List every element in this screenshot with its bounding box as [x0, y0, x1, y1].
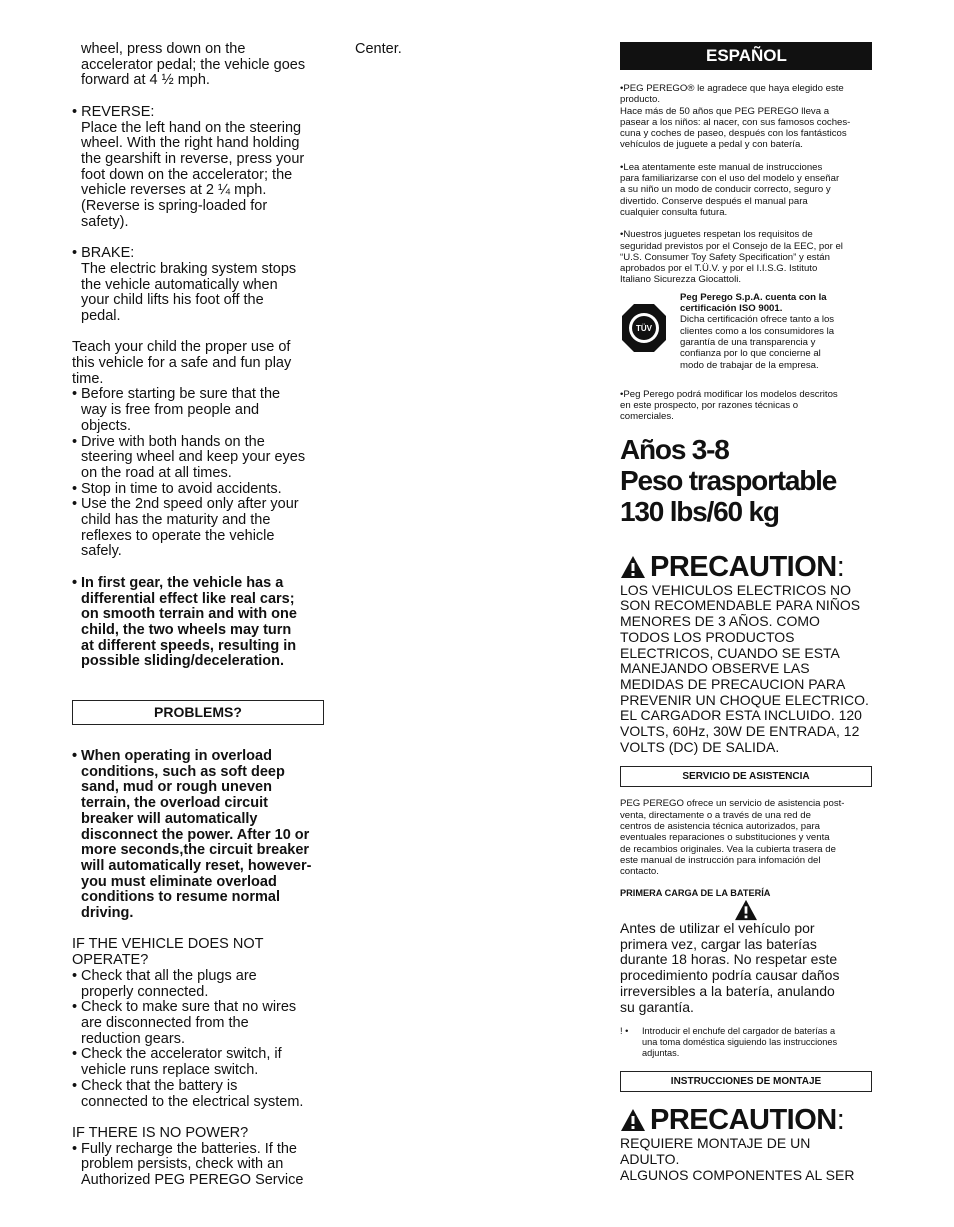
- text-line: • Use the 2nd speed only after your: [81, 496, 299, 513]
- text-line: on the road at all times.: [81, 464, 232, 481]
- text-line: EL CARGADOR ESTA INCLUIDO. 120: [620, 707, 862, 724]
- text-line: procedimiento podría causar daños: [620, 967, 840, 984]
- text-line: child has the maturity and the: [81, 512, 271, 529]
- text-line: IF THE VEHICLE DOES NOT: [72, 936, 264, 953]
- text-line: wheel. With the right hand holding: [81, 135, 300, 152]
- text-line: more seconds,the circuit breaker: [81, 842, 310, 859]
- text-line: Teach your child the proper use of: [72, 339, 291, 356]
- text-line: connected to the electrical system.: [81, 1093, 304, 1110]
- iso-certification: [620, 292, 872, 371]
- continued-column: [355, 42, 505, 58]
- text-line: ALGUNOS COMPONENTES AL SER: [620, 1166, 855, 1183]
- bullet-item: [72, 387, 324, 434]
- text-line: time.: [72, 370, 104, 387]
- age-range: Años 3-8: [620, 433, 729, 465]
- text-line: the vehicle automatically when: [81, 276, 278, 293]
- bullet-item: [72, 435, 324, 482]
- text-line: TODOS LOS PRODUCTOS: [620, 628, 795, 645]
- text-line: Hace más de 50 años que PEG PEREGO lleva a: [620, 105, 830, 117]
- text-line: para familiarizarse con el uso del modelo y enseñar: [620, 173, 840, 185]
- text-line: ELECTRICOS, CUANDO SE ESTA: [620, 644, 840, 661]
- text-line: MENORES DE 3 AÑOS. COMO: [620, 613, 820, 630]
- text-line: conditions to resume normal: [81, 889, 280, 906]
- warning-triangle-icon: [620, 555, 646, 579]
- text-line: driving.: [81, 905, 134, 922]
- text-line: clientes como a los consumidores la: [680, 325, 835, 337]
- text-line: Antes de utilizar el vehículo por: [620, 919, 815, 936]
- text-line: VOLTS (DC) DE SALIDA.: [620, 738, 780, 755]
- text-line: on smooth terrain and with one: [81, 606, 297, 623]
- brake-text: [72, 262, 324, 325]
- text-line: OPERATE?: [72, 952, 149, 969]
- text-line: divertido. Conserve después el manual para: [620, 195, 808, 207]
- text-line: • When operating in overload: [81, 748, 272, 765]
- text-line: properly connected.: [81, 983, 209, 1000]
- text-line: will automatically reset, however-: [81, 857, 312, 874]
- weight-label: Peso trasportable: [620, 464, 837, 496]
- text-line: eventuales reparaciones o substituciones y venta: [620, 832, 830, 844]
- text-line: Italiano Sicurezza Giocattoli.: [620, 274, 742, 286]
- text-line: irreversibles a la batería, anulando: [620, 982, 835, 999]
- text-line: “U.S. Consumer Toy Safety Specification” y están: [620, 251, 830, 263]
- bullet-item: [72, 1079, 324, 1110]
- text-line: aprobados por el T.Ü.V. y por el I.I.S.G. Istituto: [620, 263, 818, 275]
- reverse-heading: • REVERSE:: [72, 103, 155, 120]
- text-line: (Reverse is spring-loaded for: [81, 198, 268, 215]
- weight-value: 130 lbs/60 kg: [620, 495, 779, 527]
- text-line: PEG PEREGO ofrece un servicio de asistencia post-: [620, 798, 845, 810]
- text-line: • Check to make sure that no wires: [81, 999, 297, 1016]
- text-line: SON RECOMENDABLE PARA NIÑOS: [620, 597, 861, 614]
- precaution-heading-2: [620, 1104, 872, 1136]
- text-line: the gearshift in reverse, press your: [81, 150, 305, 167]
- text-line: disconnect the power. After 10 or: [81, 826, 310, 843]
- precaution-colon: :: [836, 550, 845, 583]
- text-line: accelerator pedal; the vehicle goes: [81, 56, 306, 73]
- text-line: at different speeds, resulting in: [81, 637, 297, 654]
- text-line: differential effect like real cars;: [81, 590, 295, 607]
- modify-paragraph: [620, 389, 872, 423]
- not-operate-heading: [72, 937, 324, 968]
- text-line: MANEJANDO OBSERVE LAS: [620, 660, 810, 677]
- forward-continued: [72, 42, 324, 89]
- text-line: primera vez, cargar las baterías: [620, 935, 817, 952]
- text-line: LOS VEHICULOS ELECTRICOS NO: [620, 581, 852, 598]
- read-manual-paragraph: [620, 162, 872, 218]
- text-line: seguridad previstos por el Consejo de la EEC, por el: [620, 240, 843, 252]
- warning-triangle-icon: [733, 899, 759, 921]
- text-line: su garantía.: [620, 998, 694, 1015]
- text-line: pasear a los niños: al nacer, con sus famosos coches-: [620, 116, 851, 128]
- text-line: way is free from people and: [81, 402, 260, 419]
- bullet-item: [72, 969, 324, 1000]
- text-line: garantía de una transparencia y: [680, 336, 816, 348]
- text-line: cualquier consulta futura.: [620, 206, 728, 218]
- assembly-heading: INSTRUCCIONES DE MONTAJE: [620, 1071, 872, 1092]
- text-line: modo de trabajar de la empresa.: [680, 359, 819, 371]
- service-heading: SERVICIO DE ASISTENCIA: [620, 766, 872, 787]
- text-line: venta, directamente o a través de una red de: [620, 809, 811, 821]
- precaution-heading: [620, 551, 872, 583]
- age-weight-block: [620, 434, 872, 527]
- note-marker: ! •: [620, 1025, 629, 1036]
- text-line: are disconnected from the: [81, 1015, 249, 1031]
- text-line: safely.: [81, 543, 122, 560]
- text-line: vehicle reverses at 2 ¼ mph.: [81, 182, 267, 199]
- bullet-item: [72, 1142, 324, 1189]
- bullet-item: [72, 497, 324, 560]
- teach-paragraph: [72, 340, 324, 387]
- electric-warning: [620, 583, 872, 756]
- reverse-text: [72, 121, 324, 231]
- overload-warning: [72, 749, 324, 922]
- assembly-warning: [620, 1136, 872, 1183]
- iso-text: [680, 292, 834, 371]
- battery-heading: PRIMERA CARGA DE LA BATERÍA: [620, 887, 771, 898]
- text-line: you must eliminate overload: [81, 873, 277, 890]
- text-line: problem persists, check with an: [81, 1156, 284, 1173]
- text-line: Peg Perego S.p.A. cuenta con la: [680, 291, 827, 303]
- text-line: • Fully recharge the batteries. If the: [81, 1140, 297, 1157]
- text-line: durante 18 horas. No respetar este: [620, 951, 838, 968]
- text-line: vehículos de juguete a pedal y con batería.: [620, 139, 803, 151]
- text-line: cuna y coches de paseo, después con los fantásticos: [620, 128, 847, 140]
- text-line: steering wheel and keep your eyes: [81, 449, 306, 466]
- text-line: de recambios originales. Vea la cubierta trasera de: [620, 843, 836, 855]
- text-line: reduction gears.: [81, 1030, 185, 1047]
- text-line: conditions, such as soft deep: [81, 763, 285, 780]
- precaution-label: PRECAUTION: [650, 1104, 837, 1137]
- text-line: producto.: [620, 94, 661, 106]
- service-paragraph: [620, 798, 872, 877]
- text-line: confianza por lo que concierne al: [680, 348, 821, 360]
- battery-paragraph: [620, 921, 872, 1016]
- text-line: objects.: [81, 417, 131, 434]
- text-line: •Peg Perego podrá modificar los modelos descritos: [620, 388, 838, 400]
- text-line: your child lifts his foot off the: [81, 292, 264, 309]
- text-line: • In first gear, the vehicle has a: [81, 574, 284, 591]
- text-line: contacto.: [620, 866, 659, 878]
- text-line: safety).: [81, 213, 129, 230]
- text-line: a su niño un modo de conducir correcto, seguro y: [620, 184, 831, 196]
- text-line: certificación ISO 9001.: [680, 303, 783, 315]
- text-line: •Lea atentamente este manual de instrucciones: [620, 161, 823, 173]
- text-line: wheel, press down on the: [81, 41, 246, 57]
- text-line: en este prospecto, por razones técnicas o: [620, 400, 799, 412]
- continued-text: Center.: [355, 41, 402, 57]
- text-line: centros de asistencia técnica autorizados, para: [620, 821, 820, 833]
- text-line: • Before starting be sure that the: [81, 386, 281, 403]
- text-line: •Nuestros juguetes respetan los requisitos de: [620, 229, 813, 241]
- thanks-paragraph: [620, 83, 872, 151]
- text-line: child, the two wheels may turn: [81, 621, 292, 638]
- text-line: •PEG PEREGO® le agradece que haya elegido este: [620, 83, 844, 94]
- bullet-item: [72, 1000, 324, 1047]
- text-line: • Stop in time to avoid accidents.: [81, 480, 282, 497]
- text-line: adjuntas.: [642, 1047, 680, 1058]
- no-power-heading: IF THERE IS NO POWER?: [72, 1124, 249, 1141]
- precaution-colon: :: [836, 1104, 845, 1137]
- text-line: vehicle runs replace switch.: [81, 1062, 259, 1079]
- text-line: terrain, the overload circuit: [81, 795, 268, 812]
- precaution-label: PRECAUTION: [650, 550, 837, 583]
- text-line: • Check the accelerator switch, if: [81, 1046, 282, 1063]
- text-line: breaker will automatically: [81, 810, 258, 827]
- spanish-column: [620, 42, 872, 1183]
- note-text: [642, 1026, 837, 1060]
- tuv-certification-logo: [620, 302, 668, 354]
- text-line: Authorized PEG PEREGO Service: [81, 1172, 304, 1189]
- text-line: this vehicle for a safe and fun play: [72, 355, 292, 372]
- text-line: PREVENIR UN CHOQUE ELECTRICO.: [620, 691, 869, 708]
- text-line: possible sliding/deceleration.: [81, 653, 285, 670]
- gear-warning: [72, 576, 324, 670]
- english-column: [72, 42, 324, 1189]
- text-line: reflexes to operate the vehicle: [81, 527, 275, 544]
- battery-warning: [620, 899, 872, 921]
- text-line: foot down on the accelerator; the: [81, 166, 293, 183]
- text-line: forward at 4 ½ mph.: [81, 72, 210, 89]
- bullet-item: [72, 1047, 324, 1078]
- text-line: Place the left hand on the steering: [81, 119, 302, 136]
- text-line: The electric braking system stops: [81, 260, 297, 277]
- text-line: Dicha certificación ofrece tanto a los: [680, 314, 835, 326]
- language-header: ESPAÑOL: [620, 42, 872, 70]
- bullet-item: [72, 482, 324, 498]
- brake-heading: • BRAKE:: [72, 245, 135, 262]
- text-line: Introducir el enchufe del cargador de baterías a: [642, 1025, 836, 1036]
- text-line: VOLTS, 60Hz, 30W DE ENTRADA, 12: [620, 723, 860, 740]
- tuv-logo-text: TÜV: [636, 323, 652, 333]
- warning-triangle-icon: [620, 1108, 646, 1132]
- text-line: MEDIDAS DE PRECAUCION PARA: [620, 675, 846, 692]
- problems-heading: PROBLEMS?: [72, 700, 324, 725]
- text-line: una toma doméstica siguiendo las instrucciones: [642, 1036, 838, 1047]
- text-line: • Drive with both hands on the: [81, 433, 265, 450]
- text-line: • Check that all the plugs are: [81, 967, 257, 984]
- text-line: sand, mud or rough uneven: [81, 779, 272, 796]
- safety-paragraph: [620, 229, 872, 285]
- text-line: este manual de instrucción para infomación del: [620, 854, 821, 866]
- charger-note: [620, 1026, 872, 1060]
- text-line: • Check that the battery is: [81, 1077, 238, 1094]
- text-line: comerciales.: [620, 411, 674, 423]
- text-line: REQUIERE MONTAJE DE UN ADULTO.: [620, 1135, 811, 1167]
- text-line: pedal.: [81, 307, 121, 324]
